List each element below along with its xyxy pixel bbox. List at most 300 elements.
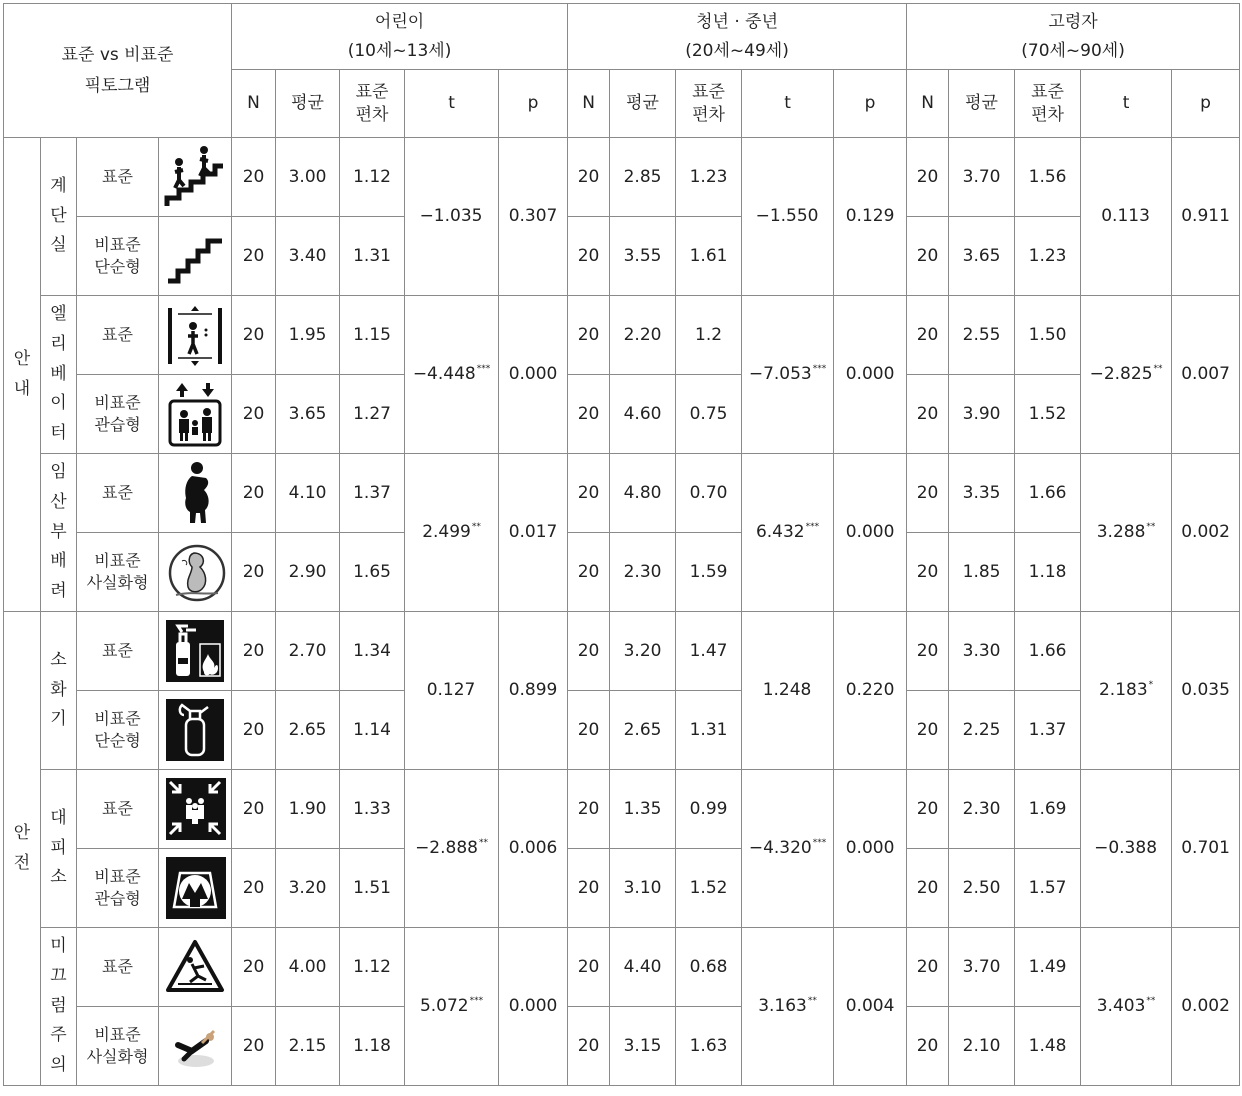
cell-sd: 1.56 — [1015, 138, 1081, 217]
shelter-customary-icon — [159, 855, 231, 921]
item-name-char: 끄 — [50, 965, 67, 986]
col-header-n: N — [568, 70, 610, 138]
significance-mark: ** — [478, 838, 488, 849]
elevator-customary-icon — [159, 381, 231, 447]
pictogram-type — [77, 296, 159, 375]
cell-sd: 1.48 — [1015, 1007, 1081, 1086]
cell-mean: 2.85 — [610, 138, 676, 217]
item-name-char: 임 — [50, 462, 67, 483]
table-row — [4, 612, 1240, 691]
cell-sd: 1.52 — [676, 849, 742, 928]
item-name-char: 대 — [50, 807, 67, 828]
significance-mark: * — [1148, 680, 1154, 691]
cell-mean: 2.30 — [949, 770, 1015, 849]
cell-p: 0.000 — [499, 296, 568, 454]
item-name-char: 실 — [50, 235, 67, 256]
cell-sd: 1.37 — [1015, 691, 1081, 770]
cell-p: 0.002 — [1172, 928, 1240, 1086]
table-title-line1: 표준 vs 비표준 — [61, 45, 174, 66]
table-title-line2: 픽토그램 — [84, 75, 151, 96]
col-header-mean: 평균 — [610, 70, 676, 138]
assembly-point-icon — [159, 776, 231, 842]
cell-n: 20 — [232, 770, 276, 849]
cell-t — [1081, 928, 1172, 1086]
cell-sd: 1.49 — [1015, 928, 1081, 1007]
cell-mean: 1.95 — [276, 296, 340, 375]
section-label-char: 내 — [13, 378, 31, 399]
item-name-char: 피 — [50, 837, 67, 858]
cell-p: 0.000 — [834, 454, 907, 612]
pictogram-cell — [159, 454, 232, 533]
item-name — [41, 296, 77, 454]
pictogram-type-line: 표준 — [102, 483, 133, 503]
cell-n: 20 — [568, 454, 610, 533]
cell-n: 20 — [232, 138, 276, 217]
cell-t — [405, 928, 499, 1086]
cell-sd: 1.23 — [676, 138, 742, 217]
t-value: 6.432 — [755, 522, 805, 543]
pregnant-woman-icon — [159, 460, 231, 526]
cell-sd: 1.31 — [676, 691, 742, 770]
cell-t — [405, 138, 499, 296]
cell-mean: 2.30 — [610, 533, 676, 612]
item-name-char: 려 — [50, 581, 67, 602]
cell-n: 20 — [232, 375, 276, 454]
cell-t — [1081, 138, 1172, 296]
item-name-char: 이 — [50, 393, 67, 414]
group-age: (20세~49세) — [685, 40, 789, 61]
pictogram-type-line: 비표준 — [94, 867, 141, 887]
cell-mean: 2.90 — [276, 533, 340, 612]
cell-sd: 1.2 — [676, 296, 742, 375]
col-header-sd-line1: 표준 — [355, 82, 389, 103]
cell-sd: 1.33 — [340, 770, 405, 849]
cell-n: 20 — [568, 375, 610, 454]
cell-sd: 1.14 — [340, 691, 405, 770]
pictogram-type-line: 사실화형 — [86, 1047, 149, 1066]
table-header — [4, 4, 1240, 138]
cell-t — [742, 770, 834, 928]
cell-mean: 3.90 — [949, 375, 1015, 454]
cell-t — [1081, 296, 1172, 454]
cell-sd: 1.52 — [1015, 375, 1081, 454]
cell-p: 0.000 — [499, 928, 568, 1086]
cell-sd: 1.47 — [676, 612, 742, 691]
cell-sd: 1.12 — [340, 928, 405, 1007]
cell-p: 0.701 — [1172, 770, 1240, 928]
cell-mean: 2.25 — [949, 691, 1015, 770]
col-header-sd-line1: 표준 — [692, 82, 725, 103]
col-header-sd — [1015, 70, 1081, 138]
item-name-char: 베 — [50, 363, 67, 384]
cell-n: 20 — [907, 928, 949, 1007]
pictogram-type-line: 표준 — [102, 799, 133, 819]
stairs-people-icon — [159, 144, 231, 210]
t-value: −2.888 — [415, 838, 478, 859]
cell-mean: 3.70 — [949, 138, 1015, 217]
cell-n: 20 — [907, 217, 949, 296]
group-name: 고령자 — [1048, 12, 1098, 33]
pictogram-type-line: 사실화형 — [86, 573, 149, 592]
pictogram-cell — [159, 691, 232, 770]
pictogram-type-line: 관습형 — [94, 889, 141, 908]
item-name — [41, 138, 77, 296]
section-label — [4, 138, 41, 612]
cell-n: 20 — [907, 533, 949, 612]
section-label-char: 안 — [13, 348, 31, 369]
cell-mean: 3.20 — [610, 612, 676, 691]
t-value: −4.320 — [748, 838, 812, 859]
cell-n: 20 — [232, 612, 276, 691]
pictogram-cell — [159, 138, 232, 217]
t-value: 3.403 — [1096, 996, 1146, 1017]
t-value: 2.499 — [422, 522, 471, 543]
section-label — [4, 612, 41, 1086]
col-header-sd-line2: 편차 — [355, 104, 389, 125]
cell-n: 20 — [907, 1007, 949, 1086]
pictogram-type — [77, 612, 159, 691]
cell-p: 0.911 — [1172, 138, 1240, 296]
item-name — [41, 928, 77, 1086]
cell-mean: 4.80 — [610, 454, 676, 533]
col-header-p: p — [499, 70, 568, 138]
significance-mark: ** — [807, 996, 817, 1007]
item-name-char: 기 — [50, 709, 67, 730]
col-header-sd — [340, 70, 405, 138]
cell-sd: 1.66 — [1015, 612, 1081, 691]
pictogram-type-line: 비표준 — [94, 393, 141, 413]
cell-mean: 3.40 — [276, 217, 340, 296]
cell-mean: 2.55 — [949, 296, 1015, 375]
cell-n: 20 — [568, 691, 610, 770]
t-value: −7.053 — [748, 364, 812, 385]
cell-mean: 3.15 — [610, 1007, 676, 1086]
cell-mean: 1.35 — [610, 770, 676, 849]
col-header-p: p — [834, 70, 907, 138]
pictogram-cell — [159, 217, 232, 296]
t-value: −1.035 — [419, 206, 483, 227]
cell-sd: 1.15 — [340, 296, 405, 375]
cell-mean: 2.65 — [610, 691, 676, 770]
col-header-sd — [676, 70, 742, 138]
pictogram-comparison-table — [3, 3, 1240, 1086]
cell-p: 0.129 — [834, 138, 907, 296]
cell-mean: 3.35 — [949, 454, 1015, 533]
cell-n: 20 — [568, 1007, 610, 1086]
cell-t — [405, 770, 499, 928]
table-row — [4, 928, 1240, 1007]
cell-mean: 2.65 — [276, 691, 340, 770]
cell-p: 0.000 — [834, 770, 907, 928]
cell-n: 20 — [232, 296, 276, 375]
t-value: −2.825 — [1089, 364, 1153, 385]
significance-mark: *** — [469, 996, 484, 1007]
cell-sd: 1.34 — [340, 612, 405, 691]
pictogram-type-line: 표준 — [102, 641, 133, 661]
t-value: 0.113 — [1101, 206, 1150, 227]
col-header-mean: 평균 — [949, 70, 1015, 138]
section-label-char: 안 — [13, 822, 31, 843]
table-title-cell — [4, 4, 232, 138]
pictogram-type-line: 비표준 — [94, 551, 141, 571]
pictogram-type-line: 관습형 — [94, 415, 141, 434]
cell-n: 20 — [568, 138, 610, 217]
cell-sd: 1.18 — [1015, 533, 1081, 612]
cell-p: 0.899 — [499, 612, 568, 770]
cell-n: 20 — [568, 612, 610, 691]
cell-mean: 3.70 — [949, 928, 1015, 1007]
col-header-sd-line2: 편차 — [692, 104, 725, 125]
group-header-children — [232, 4, 568, 70]
cell-sd: 0.75 — [676, 375, 742, 454]
cell-p: 0.307 — [499, 138, 568, 296]
cell-t — [742, 612, 834, 770]
cell-n: 20 — [232, 454, 276, 533]
cell-t — [742, 928, 834, 1086]
item-name-char: 계 — [50, 175, 67, 196]
table-row — [4, 217, 1240, 296]
table-row — [4, 375, 1240, 454]
table-row — [4, 454, 1240, 533]
pictogram-type-line: 표준 — [102, 325, 133, 345]
cell-mean: 3.10 — [610, 849, 676, 928]
pictogram-type-line: 비표준 — [94, 1025, 141, 1045]
cell-n: 20 — [907, 612, 949, 691]
pictogram-cell — [159, 612, 232, 691]
pregnant-realistic-icon — [159, 539, 231, 605]
cell-sd: 1.31 — [340, 217, 405, 296]
cell-n: 20 — [232, 533, 276, 612]
cell-sd: 1.57 — [1015, 849, 1081, 928]
item-name-char: 단 — [50, 205, 67, 226]
col-header-mean: 평균 — [276, 70, 340, 138]
cell-mean: 3.20 — [276, 849, 340, 928]
item-name — [41, 770, 77, 928]
pictogram-type — [77, 1007, 159, 1086]
group-name: 어린이 — [374, 12, 425, 33]
cell-p: 0.004 — [834, 928, 907, 1086]
cell-mean: 2.70 — [276, 612, 340, 691]
pictogram-type — [77, 849, 159, 928]
t-value: 5.072 — [419, 996, 469, 1017]
cell-mean: 3.55 — [610, 217, 676, 296]
cell-sd: 1.61 — [676, 217, 742, 296]
fire-extinguisher-standard-icon — [159, 618, 231, 684]
col-header-sd-line2: 편차 — [1031, 104, 1064, 125]
col-header-n: N — [232, 70, 276, 138]
item-name-char: 화 — [50, 679, 67, 700]
significance-mark: *** — [805, 522, 820, 533]
cell-n: 20 — [568, 849, 610, 928]
cell-p: 0.002 — [1172, 454, 1240, 612]
cell-sd: 1.37 — [340, 454, 405, 533]
pictogram-type-line: 표준 — [102, 957, 133, 977]
cell-sd: 1.51 — [340, 849, 405, 928]
group-header-adults — [568, 4, 907, 70]
t-value: 2.183 — [1098, 680, 1148, 701]
pictogram-type-line: 단순형 — [94, 731, 141, 750]
group-age: (10세~13세) — [347, 40, 452, 61]
cell-n: 20 — [232, 849, 276, 928]
cell-sd: 1.12 — [340, 138, 405, 217]
cell-t — [1081, 770, 1172, 928]
slipping-person-icon — [159, 1013, 231, 1079]
item-name-char: 엘 — [50, 304, 67, 325]
pictogram-cell — [159, 1007, 232, 1086]
t-value: 1.248 — [762, 680, 812, 701]
cell-mean: 4.40 — [610, 928, 676, 1007]
table-row — [4, 296, 1240, 375]
cell-n: 20 — [907, 691, 949, 770]
item-name-char: 산 — [50, 491, 67, 512]
cell-mean: 4.00 — [276, 928, 340, 1007]
cell-n: 20 — [568, 533, 610, 612]
pictogram-type — [77, 770, 159, 849]
item-name-char: 소 — [50, 649, 67, 670]
table-row — [4, 770, 1240, 849]
table-row — [4, 533, 1240, 612]
cell-sd: 1.63 — [676, 1007, 742, 1086]
t-value: 0.127 — [426, 680, 476, 701]
cell-t — [742, 296, 834, 454]
cell-sd: 1.69 — [1015, 770, 1081, 849]
cell-t — [742, 454, 834, 612]
cell-n: 20 — [568, 217, 610, 296]
cell-sd: 1.66 — [1015, 454, 1081, 533]
cell-n: 20 — [907, 375, 949, 454]
cell-mean: 3.30 — [949, 612, 1015, 691]
pictogram-cell — [159, 296, 232, 375]
cell-p: 0.220 — [834, 612, 907, 770]
cell-mean: 3.65 — [276, 375, 340, 454]
cell-t — [405, 454, 499, 612]
pictogram-type-line: 단순형 — [94, 257, 141, 276]
cell-n: 20 — [907, 296, 949, 375]
cell-sd: 1.50 — [1015, 296, 1081, 375]
cell-p: 0.035 — [1172, 612, 1240, 770]
item-name-char: 터 — [50, 423, 67, 444]
cell-sd: 1.65 — [340, 533, 405, 612]
cell-n: 20 — [568, 296, 610, 375]
significance-mark: ** — [1146, 996, 1156, 1007]
cell-mean: 2.10 — [949, 1007, 1015, 1086]
cell-n: 20 — [568, 928, 610, 1007]
pictogram-type — [77, 454, 159, 533]
table-row — [4, 691, 1240, 770]
t-value: −0.388 — [1094, 838, 1158, 859]
cell-p: 0.006 — [499, 770, 568, 928]
significance-mark: *** — [812, 838, 827, 849]
cell-mean: 4.10 — [276, 454, 340, 533]
t-value: −1.550 — [755, 206, 819, 227]
pictogram-type-line: 표준 — [102, 167, 133, 187]
cell-n: 20 — [907, 138, 949, 217]
t-value: −4.448 — [412, 364, 476, 385]
cell-t — [1081, 454, 1172, 612]
col-header-t: t — [1081, 70, 1172, 138]
cell-mean: 3.00 — [276, 138, 340, 217]
cell-n: 20 — [232, 1007, 276, 1086]
significance-mark: *** — [476, 364, 491, 375]
item-name-char: 부 — [50, 521, 67, 542]
item-name — [41, 454, 77, 612]
item-name-char: 배 — [50, 551, 67, 572]
col-header-sd-line1: 표준 — [1031, 82, 1064, 103]
pictogram-type — [77, 375, 159, 454]
cell-sd: 1.59 — [676, 533, 742, 612]
pictogram-cell — [159, 849, 232, 928]
section-label-char: 전 — [13, 852, 31, 873]
cell-n: 20 — [907, 770, 949, 849]
cell-mean: 1.90 — [276, 770, 340, 849]
cell-t — [405, 612, 499, 770]
cell-p: 0.017 — [499, 454, 568, 612]
cell-mean: 2.50 — [949, 849, 1015, 928]
significance-mark: *** — [812, 364, 827, 375]
pictogram-type — [77, 533, 159, 612]
cell-sd: 1.27 — [340, 375, 405, 454]
cell-sd: 1.18 — [340, 1007, 405, 1086]
cell-n: 20 — [232, 691, 276, 770]
slippery-warning-icon — [159, 934, 231, 1000]
pictogram-cell — [159, 375, 232, 454]
col-header-t: t — [405, 70, 499, 138]
elevator-standard-icon — [159, 302, 231, 368]
group-name: 청년 · 중년 — [696, 12, 778, 33]
pictogram-type — [77, 928, 159, 1007]
cell-p: 0.000 — [834, 296, 907, 454]
item-name-char: 주 — [50, 1025, 67, 1046]
cell-mean: 4.60 — [610, 375, 676, 454]
pictogram-cell — [159, 533, 232, 612]
pictogram-type — [77, 138, 159, 217]
cell-n: 20 — [907, 454, 949, 533]
cell-t — [1081, 612, 1172, 770]
cell-sd: 0.68 — [676, 928, 742, 1007]
group-header-elderly — [907, 4, 1240, 70]
cell-mean: 2.15 — [276, 1007, 340, 1086]
item-name-char: 럼 — [50, 995, 67, 1016]
table-body — [4, 138, 1240, 1086]
pictogram-cell — [159, 928, 232, 1007]
cell-n: 20 — [907, 849, 949, 928]
cell-n: 20 — [232, 928, 276, 1007]
col-header-t: t — [742, 70, 834, 138]
pictogram-cell — [159, 770, 232, 849]
col-header-p: p — [1172, 70, 1240, 138]
significance-mark: ** — [1153, 364, 1163, 375]
pictogram-type-line: 비표준 — [94, 235, 141, 255]
table-row — [4, 138, 1240, 217]
item-name-char: 리 — [50, 333, 67, 354]
t-value: 3.288 — [1096, 522, 1146, 543]
pictogram-type — [77, 217, 159, 296]
item-name-char: 미 — [50, 936, 67, 957]
cell-t — [742, 138, 834, 296]
pictogram-type-line: 비표준 — [94, 709, 141, 729]
group-age: (70세~90세) — [1021, 40, 1125, 61]
cell-n: 20 — [232, 217, 276, 296]
item-name-char: 소 — [50, 867, 67, 888]
col-header-n: N — [907, 70, 949, 138]
item-name — [41, 612, 77, 770]
stairs-simple-icon — [159, 223, 231, 289]
cell-mean: 2.20 — [610, 296, 676, 375]
table-row — [4, 849, 1240, 928]
pictogram-type — [77, 691, 159, 770]
cell-p: 0.007 — [1172, 296, 1240, 454]
cell-sd: 0.99 — [676, 770, 742, 849]
